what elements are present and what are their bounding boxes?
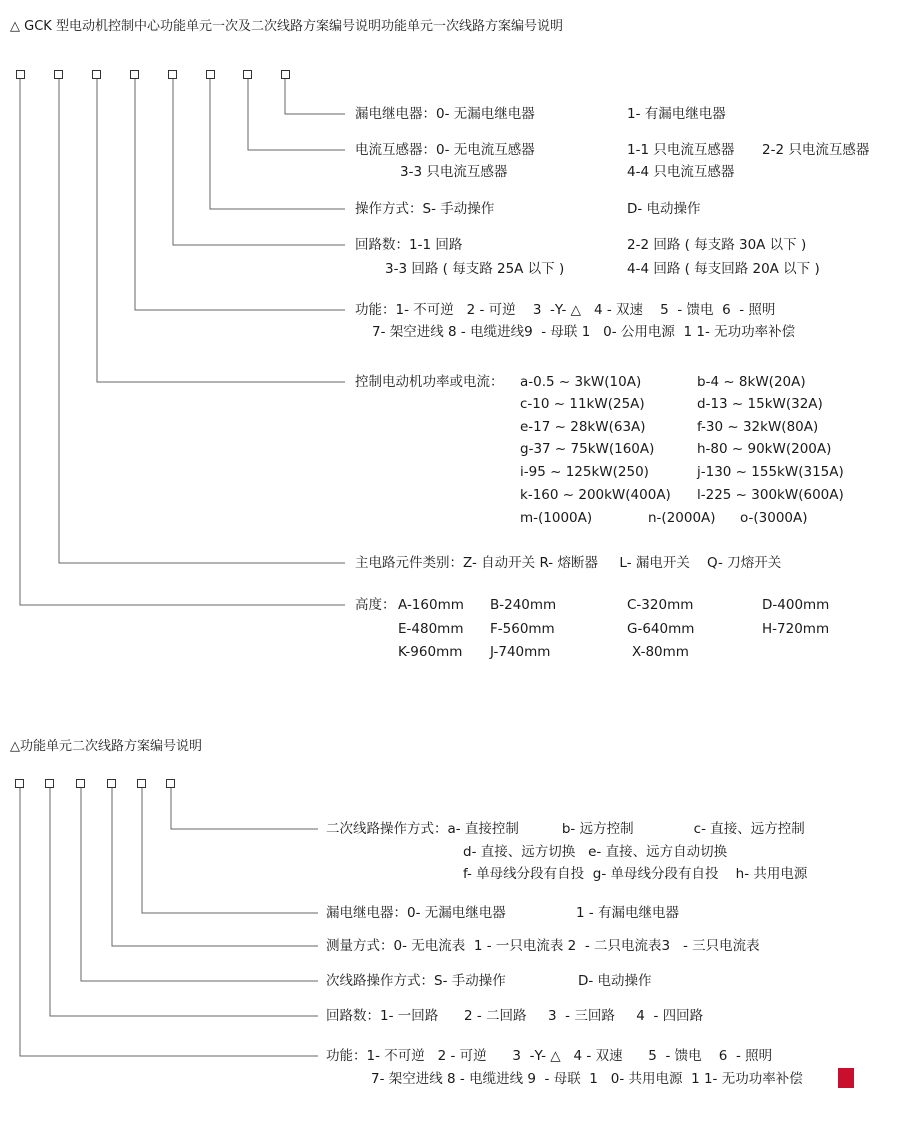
- height-option: A-160mm: [398, 597, 464, 613]
- height-option: G-640mm: [627, 621, 695, 637]
- power-option: n-(2000A): [648, 510, 716, 526]
- power-option: a-0.5 ~ 3kW(10A): [520, 374, 642, 390]
- function-line: 功能：1- 不可逆 2 - 可逆 3 -Y- △ 4 - 双速 5 - 馈电 6 - 照明: [326, 1048, 773, 1064]
- power-option: d-13 ~ 15kW(32A): [697, 396, 823, 412]
- loops-label: 回路数：1-1 回路: [355, 237, 463, 253]
- power-option: i-95 ~ 125kW(250): [520, 464, 649, 480]
- height-option: K-960mm: [398, 644, 463, 660]
- section1-title: △ GCK 型电动机控制中心功能单元一次及二次线路方案编号说明功能单元一次线路方案编号说明: [10, 19, 563, 34]
- loops-option: 2-2 回路 ( 每支路 30A 以下 ): [627, 237, 807, 253]
- code-box: [137, 779, 146, 788]
- code-box: [15, 779, 24, 788]
- power-option: g-37 ~ 75kW(160A): [520, 441, 655, 457]
- ct-label: 电流互感器：0- 无电流互感器: [355, 142, 535, 158]
- main-circuit-line: 主电路元件类别：Z- 自动开关 R- 熔断器 L- 漏电开关 Q- 刀熔开关: [355, 555, 782, 571]
- secondary-op-line: 二次线路操作方式：a- 直接控制 b- 远方控制 c- 直接、远方控制: [326, 821, 805, 837]
- power-option: b-4 ~ 8kW(20A): [697, 374, 806, 390]
- leak-relay-label: 漏电继电器：0- 无漏电继电器: [326, 905, 506, 921]
- code-box: [166, 779, 175, 788]
- loops-option: 4-4 回路 ( 每支回路 20A 以下 ): [627, 261, 820, 277]
- secondary-op-line: f- 单母线分段有自投 g- 单母线分段有自投 h- 共用电源: [463, 866, 808, 882]
- leak-relay-label: 漏电继电器：0- 无漏电继电器: [355, 106, 535, 122]
- function-line: 功能：1- 不可逆 2 - 可逆 3 -Y- △ 4 - 双速 5 - 馈电 6 - 照明: [355, 302, 776, 318]
- ct-option: 3-3 只电流互感器: [400, 164, 508, 180]
- code-box: [107, 779, 116, 788]
- operation-mode-label: 次线路操作方式：S- 手动操作: [326, 973, 506, 989]
- height-option: F-560mm: [490, 621, 555, 637]
- code-box: [45, 779, 54, 788]
- operation-mode-label: 操作方式：S- 手动操作: [355, 201, 495, 217]
- loops-option: 3-3 回路 ( 每支路 25A 以下 ): [385, 261, 565, 277]
- height-option: E-480mm: [398, 621, 464, 637]
- power-option: e-17 ~ 28kW(63A): [520, 419, 646, 435]
- function-line: 7- 架空进线 8 - 电缆进线9 - 母联 1 0- 公用电源 1 1- 无功功率补偿: [372, 324, 796, 340]
- height-option: C-320mm: [627, 597, 694, 613]
- ct-option: 2-2 只电流互感器: [762, 142, 870, 158]
- height-option: J-740mm: [490, 644, 551, 660]
- power-option: j-130 ~ 155kW(315A): [697, 464, 844, 480]
- code-box: [92, 70, 101, 79]
- measurement-line: 测量方式：0- 无电流表 1 - 一只电流表 2 - 二只电流表3 - 三只电流表: [326, 938, 760, 954]
- code-box: [76, 779, 85, 788]
- height-label: 高度：: [355, 597, 396, 613]
- power-option: h-80 ~ 90kW(200A): [697, 441, 832, 457]
- loops-line: 回路数：1- 一回路 2 - 二回路 3 - 三回路 4 - 四回路: [326, 1008, 704, 1024]
- ct-option: 1-1 只电流互感器: [627, 142, 735, 158]
- power-option: c-10 ~ 11kW(25A): [520, 396, 645, 412]
- power-option: f-30 ~ 32kW(80A): [697, 419, 819, 435]
- operation-mode-option: D- 电动操作: [627, 201, 701, 217]
- height-option: H-720mm: [762, 621, 830, 637]
- code-box: [130, 70, 139, 79]
- power-option: l-225 ~ 300kW(600A): [697, 487, 844, 503]
- code-box: [281, 70, 290, 79]
- function-line: 7- 架空进线 8 - 电缆进线 9 - 母联 1 0- 共用电源 1 1- 无功功率补偿: [371, 1071, 803, 1087]
- leak-relay-option: 1- 有漏电继电器: [627, 106, 726, 122]
- operation-mode-option: D- 电动操作: [578, 973, 652, 989]
- code-box: [243, 70, 252, 79]
- section2-title: △功能单元二次线路方案编号说明: [10, 739, 202, 754]
- power-option: k-160 ~ 200kW(400A): [520, 487, 671, 503]
- power-option: m-(1000A): [520, 510, 593, 526]
- height-option: X-80mm: [632, 644, 689, 660]
- power-label: 控制电动机功率或电流：: [355, 374, 504, 390]
- height-option: D-400mm: [762, 597, 830, 613]
- ct-option: 4-4 只电流互感器: [627, 164, 735, 180]
- code-box: [16, 70, 25, 79]
- code-box: [168, 70, 177, 79]
- code-box: [54, 70, 63, 79]
- height-option: B-240mm: [490, 597, 557, 613]
- secondary-op-line: d- 直接、远方切换 e- 直接、远方自动切换: [463, 844, 728, 860]
- power-option: o-(3000A): [740, 510, 808, 526]
- red-mark: [838, 1068, 854, 1088]
- leak-relay-option: 1 - 有漏电继电器: [576, 905, 680, 921]
- code-box: [206, 70, 215, 79]
